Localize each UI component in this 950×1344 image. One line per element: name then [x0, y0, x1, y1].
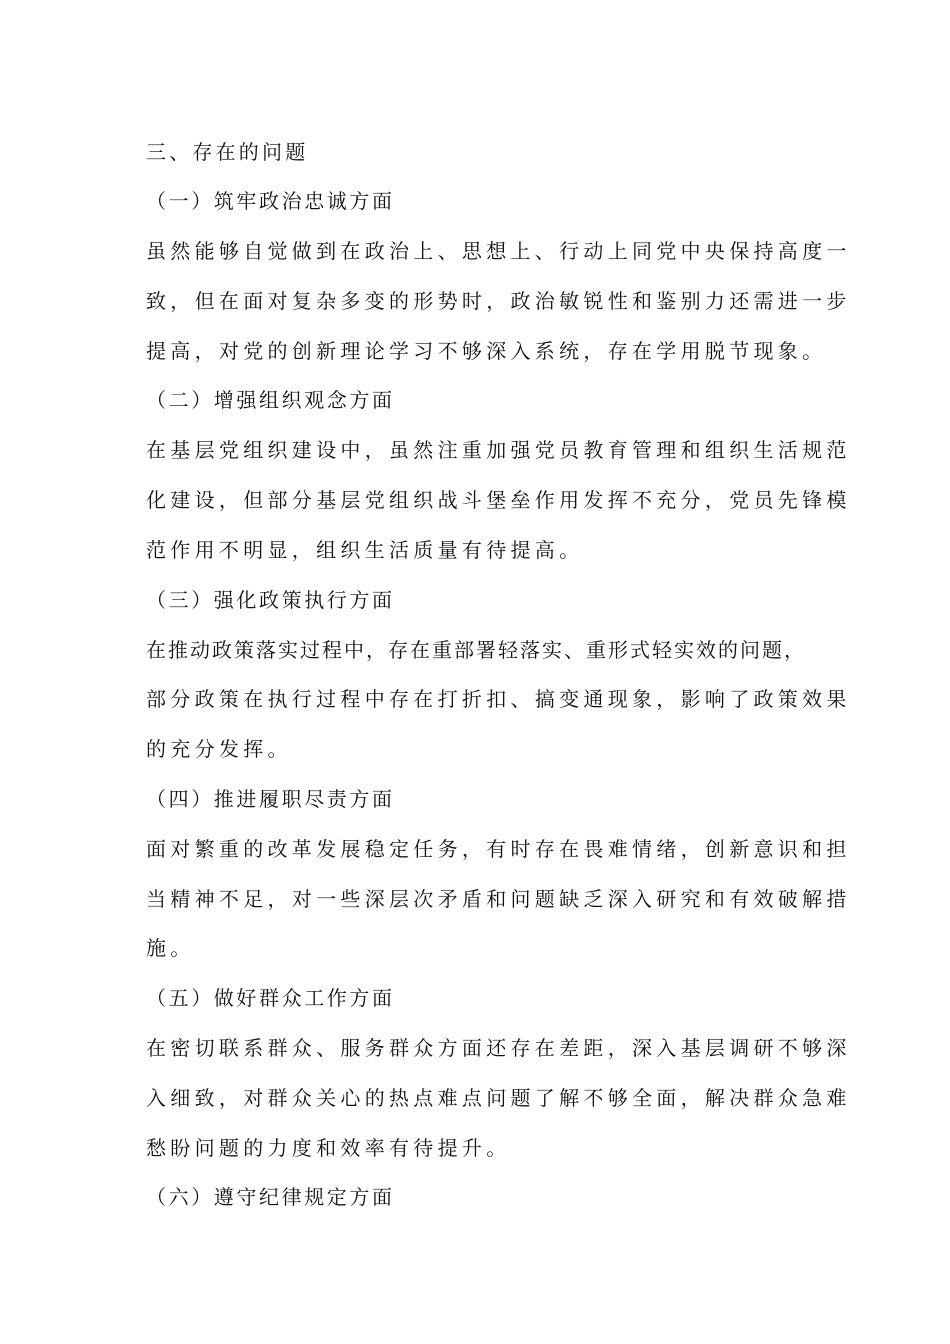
paragraph-line: 在推动政策落实过程中，存在重部署轻落实、重形式轻实效的问题，: [146, 638, 806, 662]
paragraph-line: 的充分发挥。: [146, 737, 292, 761]
subsection-heading-3: （三）强化政策执行方面: [146, 588, 395, 612]
paragraph-line: 施。: [146, 936, 195, 960]
paragraph-line: 面对繁重的改革发展稳定任务，有时存在畏难情绪，创新意识和担: [146, 837, 851, 861]
paragraph-line: 提高，对党的创新理论学习不够深入系统，存在学用脱节现象。: [146, 339, 827, 363]
paragraph-line: 当精神不足，对一些深层次矛盾和问题缺乏深入研究和有效破解措: [146, 887, 851, 911]
subsection-heading-6: （六）遵守纪律规定方面: [146, 1185, 395, 1209]
subsection-heading-5: （五）做好群众工作方面: [146, 986, 395, 1010]
paragraph-line: 愁盼问题的力度和效率有待提升。: [146, 1136, 511, 1160]
paragraph-line: 虽然能够自觉做到在政治上、思想上、行动上同党中央保持高度一: [146, 239, 851, 263]
paragraph-line: 致，但在面对复杂多变的形势时，政治敏锐性和鉴别力还需进一步: [146, 289, 851, 313]
paragraph-line: 在密切联系群众、服务群众方面还存在差距，深入基层调研不够深: [146, 1036, 851, 1060]
subsection-heading-2: （二）增强组织观念方面: [146, 388, 395, 412]
section-title: 三、存在的问题: [146, 140, 309, 164]
subsection-heading-4: （四）推进履职尽责方面: [146, 787, 395, 811]
paragraph-line: 化建设，但部分基层党组织战斗堡垒作用发挥不充分，党员先锋模: [146, 488, 851, 512]
paragraph-line: 部分政策在执行过程中存在打折扣、搞变通现象，影响了政策效果: [146, 687, 851, 711]
paragraph-line: 入细致，对群众关心的热点难点问题了解不够全面，解决群众急难: [146, 1086, 851, 1110]
paragraph-line: 在基层党组织建设中，虽然注重加强党员教育管理和组织生活规范: [146, 438, 851, 462]
subsection-heading-1: （一）筑牢政治忠诚方面: [146, 189, 395, 213]
paragraph-line: 范作用不明显，组织生活质量有待提高。: [146, 538, 584, 562]
